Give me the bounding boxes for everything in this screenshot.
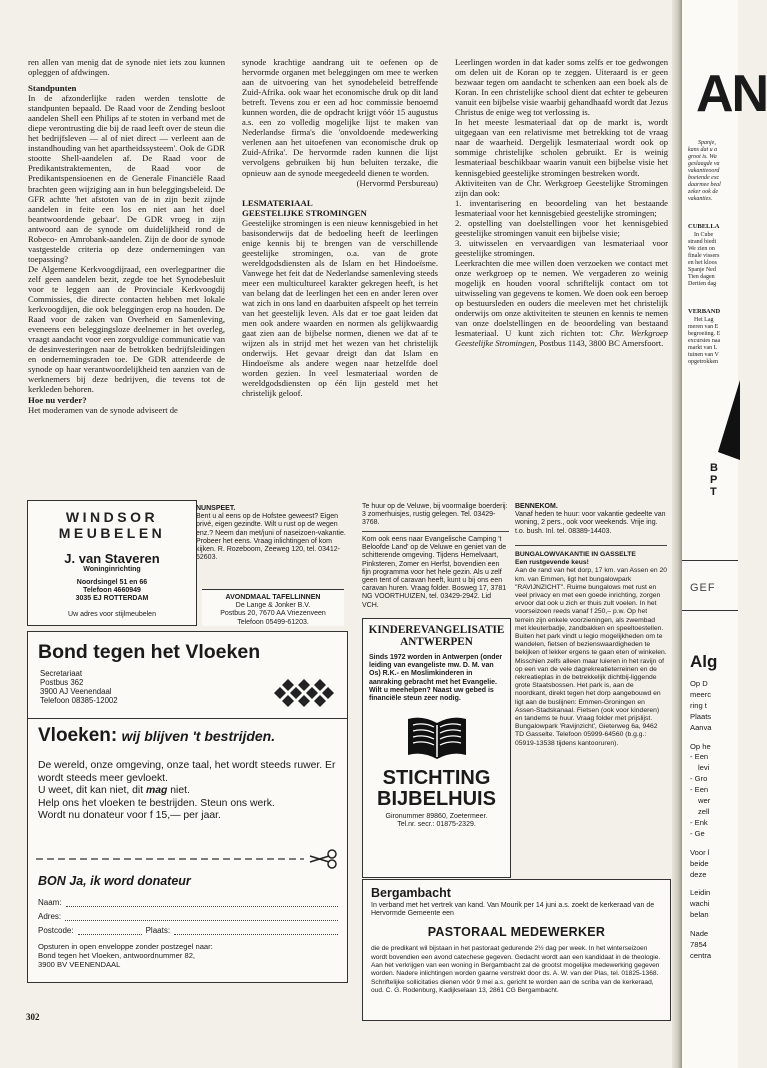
paragraph: Het moderamen van de synode adviseert de <box>28 404 178 415</box>
ad-body <box>38 785 338 798</box>
ad-body: Aan de rand van het dorp, 17 km. van Assen en 20 km. van Emmen, ligt het bungalowpark "RAVIJNZICHT". Ruime bungalows met rust en veel privacy en met een goede inrichting, zorgen ervoor dat ook u zich er thuis zult voelen. In het voorseizoen reeds vanaf f 250,– p.w. Op het terrein zijn enkele voorzieningen, als zwembad met kleuterbadje, zandbakken en speeltoestellen. Buiten het park vindt u legio mogelijkheden om te wandelen, fietsen of bezienswaardigheden te bekijken of lekker ergens te gaan eten of winkelen. Misschien zelfs alleen maar luieren in het ravijn of op een van de vele dagrekreatieterreinen en de rekreatieplas in de betrekkelijk dichtbij-liggende grote Staatsbossen. Het park is, aan de noordkant, direkt tegen het dorp aangebouwd en ligt aan de buslijnen: Emmen-Groningen en Assen-Stadskanaal. Fietsen (ook voor kinderen) en tandems te huur. Vraag folder met prijslijst. Bungalowpark 'Ravijnzicht', Gieterweg 6a, 9462 TD Gasselte. Telefoon 05999-64560 (b.g.g.: 05919-13538 tijdens kantooruren). <box>515 567 667 747</box>
text-fragment: meerc <box>690 689 712 699</box>
text-fragment: beide <box>690 858 709 868</box>
ad-body: Help ons het vloeken te bestrijden. Steun ons werk. <box>38 797 275 809</box>
adres-field[interactable] <box>65 910 338 921</box>
text-fragment: VERBAND <box>688 308 721 315</box>
ad-name: J. van Staveren <box>64 551 160 566</box>
text-fragment: vakantieoord <box>688 168 720 174</box>
ad-emphasis: mag <box>146 785 168 797</box>
text-fragment: - Een <box>690 785 709 795</box>
divider <box>682 560 738 561</box>
text-fragment: We zien on <box>688 246 715 252</box>
text-fragment: 7854 <box>690 940 707 950</box>
ad-gasselte <box>515 551 667 748</box>
ad-title: NUNSPEET. <box>196 505 236 512</box>
text-fragment: begroeiing. E <box>688 331 721 337</box>
ad-subtitle: Een rustgevende keus! <box>515 559 589 567</box>
text-fragment: wachi <box>690 899 710 909</box>
text-fragment: ring t <box>690 700 707 710</box>
scissors-icon[interactable] <box>308 848 338 870</box>
ad-address: Noordsingel 51 en 66 <box>76 579 148 586</box>
text-fragment: excursies naa <box>688 338 721 344</box>
ad-title: AVONDMAAL TAFELLINNEN <box>225 594 321 601</box>
text-fragment: - Gro <box>690 774 708 784</box>
ad-avondmaal-tafellinnen <box>202 589 344 626</box>
coupon-footer: 3900 BV VEENENDAAL <box>38 960 121 969</box>
text-fragment: P <box>710 474 718 486</box>
ad-body: Bent u al eens op de Hofstee geweest? Eigen privé, eigen gezindte. Wilt u rust op de wegen enz.? Neem dan met/juni of naseizoen-vakantie. Probeer het eens. Vraag inlichtingen of kom kijken. R. Rozeboom, Zeeweg 120, tel. 03412-52603. <box>196 513 346 562</box>
text-fragment: vakanties. <box>688 196 713 202</box>
cut-line <box>36 850 336 868</box>
paragraph <box>455 258 668 348</box>
text-fragment: opgetrokken <box>688 359 718 365</box>
text-fragment: Spanje Ned <box>688 267 716 273</box>
slogan-tail: wij blijven 't bestrijden. <box>121 728 276 744</box>
heading-hoe-nu-verder: Hoe nu verder? <box>28 394 87 405</box>
adjacent-heading: AN <box>696 65 767 123</box>
ad-body: Kom ook eens naar Evangelische Camping 't Beloofde Land' op de Veluwe en geniet van de schitterende omgeving. Tijdens Hemelvaart, Pinksteren, Zomer en Herfst, bovendien een fijn programma voor het hele gezin. Als u zelf geen tent of caravan heeft, kunt u bij ons een caravan huren. Vraag folder. Bosweg 17, 3781 NG VOORTHUIZEN, tel. 03429-2942. Lid VCH. <box>362 536 507 609</box>
text-fragment: Op D <box>690 679 708 688</box>
text-fragment: Alg <box>690 652 718 671</box>
ad-body-text: U weet, dit kan niet, dit <box>38 785 144 797</box>
paragraph: Geestelijke stromingen is een nieuw kennisgebied in het basisonderwijs dat de bedoeling heeft de leerlingen enige kennis bij te brengen van de verschillende geestelijke stromingen, o.a. van de grote wereldgodsdiensten als de Islam en het Hindoeïsme. Vanwege het feit dat de Nederlandse samenleving steeds meer een multicultureel karakter gekregen heeft, is het van belang dat de leerlingen het een en ander leren over wat zich in ons land en daarbuiten afspeelt op het terrein van het geestelijk leven. Als dat er toe gaat leiden dat men ook andere waarden en normen als gelijkwaardig gaat zien aan de bijbelse normen, dienen we dat af te wijzen als in strijd met het wezen van het christelijk onderwijs. Het gevaar dreigt dan dat Islam en Hindoeïsme als andere wegen naar hetzelfde doel worden gezien. In veel lesmateriaal worden de wereldgodsdiensten op één lijn gesteld met het christelijk geloof. <box>242 217 438 399</box>
ad-line: Postbus 20, 7670 AA Vriezenveen <box>220 610 326 618</box>
text-fragment: zell <box>698 806 710 816</box>
ad-title: WINDSOR <box>65 509 159 525</box>
adjacent-text <box>690 679 712 962</box>
paragraph: In het meeste lesmateriaal dat op de markt is, wordt uitgegaan van een relativisme met betrekking tot de vraag naar de waarheid. Dergelijk lesmateriaal wordt ook op sommige christelijke scholen gebruikt. Er is weinig lesmateriaal beschikbaar waarin vanuit een bijbelse visie het kennisgebied geestelijke stromingen bestreken wordt. <box>455 117 668 178</box>
ad-body: Te huur op de Veluwe, bij voormalige boerderij: 3 zomerhuisjes, rustig gelegen. Tel. 03429-3768. <box>362 503 508 527</box>
paragraph: In de afzonderlijke raden werden tenslotte de standpunten bepaald. De Raad voor de Zending besloot aandelen Shell een Philips af te stoten in verband met de diepe verontrusting die bij de raad leeft over de steun die het bedrijfsleven — al of niet direct — verleent aan de instandhouding van het apartheidssysteem'. Ook de GDR stootte Shell-aandelen af. De Raad voor de Predikantstraktementen, de Raad voor de Predikantspensioenen en de Generale Financiële Raad brachten geen wijziging aan in hun beleggingsbeleid. De GFR achtte 'het afstoten van de in zijn bezit zijnde aandelen in feite een los en niet aan het doel beantwoordende gebaar'. De GDR vroeg in zijn antwoord aan de synode om duidelijkheid rond de Robeco- en Amrobank-aandelen. Zijn de door de synode vastgestelde criteria op deze ondernemingen van toepassing? <box>28 93 225 264</box>
ad-title: BIJBELHUIS <box>377 788 496 811</box>
text-fragment: Aanva <box>690 722 712 732</box>
text-fragment: Op he <box>690 741 711 751</box>
ad-title: KINDEREVANGELISATIE <box>368 624 505 636</box>
heading-standpunten: Standpunten <box>28 83 77 94</box>
text-fragment: Spanje, <box>698 140 716 146</box>
field-label-postcode: Postcode: <box>38 926 74 935</box>
text-fragment: - Een <box>690 752 709 762</box>
text-fragment: markt van L <box>688 345 718 351</box>
ad-body-text: niet. <box>170 785 190 797</box>
text-fragment: B <box>710 462 718 474</box>
text-fragment: wer <box>698 796 711 806</box>
ad-title: Bergambacht <box>371 886 451 900</box>
text-fragment: Het Lag <box>694 317 714 323</box>
text-fragment: In Cube <box>694 232 714 238</box>
heading-geestelijke-stromingen: GEESTELIJKE STROMINGEN <box>242 207 367 218</box>
text-fragment: levi <box>698 763 710 773</box>
ad-camping <box>362 536 509 610</box>
naam-field[interactable] <box>66 896 338 907</box>
page-number: 302 <box>26 1012 40 1022</box>
article-column-2 <box>242 57 438 398</box>
text-fragment: - Enk <box>690 817 708 827</box>
coupon-title: BON Ja, ik word donateur <box>38 874 191 888</box>
text-fragment: groot is. Wa <box>688 154 717 160</box>
text-fragment: - Ge <box>690 828 705 838</box>
ad-phone: Tel.nr. secr.: 01875-2329. <box>397 821 476 829</box>
ad-body: Sinds 1972 worden in Antwerpen (onder leiding van evangeliste mw. D. M. van Os) R.K.- en Moslimkinderen in aanraking gebracht met het Evangelie. Wilt u meehelpen? Naast uw gebed is financiële steun zeer nodig. <box>369 654 503 703</box>
ad-bergambacht <box>362 879 671 1021</box>
text-fragment: en het kloos <box>688 260 717 266</box>
text-fragment: deze <box>690 869 707 879</box>
paragraph-text: Leerkrachten die mee willen doen verzoeken we contact met onze werkgroep op te nemen. We vergaderen zo weinig mogelijk en houden vooral schriftelijk contact om tot uitwisseling van gegevens te komen. We doen ook een beroep op bestuursleden en ouders die meeleven met het christelijk onderwijs om onze aktiviteiten te steunen en kennis te nemen van onze doelstellingen en de beoordeling van bestaand lesmateriaal. U kunt zich richten tot: <box>455 257 668 339</box>
field-label-plaats: Plaats: <box>145 926 171 935</box>
text-fragment: geslaagde va <box>688 161 720 167</box>
coupon-footer: Opsturen in open enveloppe zonder postzegel naar: <box>38 942 213 951</box>
ad-line: Telefoon 08385-12002 <box>40 696 118 705</box>
paragraph: synode krachtige aandrang uit te oefenen op de hervormde organen met beleggingen om mee te werken aan de uitvoering van het synodebeleid betreffende Zuid-Afrika. ook waar het economische druk op dit land betreft. Tevens zou er een ad hoc commissie benoemd kunnen worden, die de opdracht krijgt vóór 15 augustus a.s. een zo volledig mogelijke lijst te maken van Nederlandse firma's die 'onvoldoende medewerking verlenen aan het uitoefenen van economische druk op Zuid-Afrika'. De hervormde raden kunnen die lijst vervolgens gebruiken bij hun beluiten terzake, die opnieuw aan de synode meegedeeld dienen te worden. <box>242 57 438 178</box>
field-label-naam: Naam: <box>38 898 62 907</box>
text-fragment: tuinen van V <box>688 352 719 358</box>
divider <box>362 531 509 532</box>
coupon-footer: Bond tegen het Vloeken, antwoordnummer 82, <box>38 951 196 960</box>
ad-phone: Telefoon 4660949 <box>83 587 141 595</box>
list-item: 2. opstelling van doelstellingen voor het kennisgebied geestelijke stromingen vanuit een bijbelse visie; <box>455 217 668 238</box>
open-book-logo <box>363 711 510 766</box>
press-credit: (Hervormd Persbureau) <box>356 177 438 188</box>
ad-line: Secretariaat <box>40 669 83 678</box>
text-fragment: belan <box>690 910 709 920</box>
text-fragment: T <box>710 486 717 498</box>
ad-body: De wereld, onze omgeving, onze taal, het wordt steeds ruwer. Er wordt steeds meer gevloekt. <box>38 760 336 784</box>
text-fragment: strand biedt <box>688 239 717 245</box>
paragraph: De Algemene Kerkvoogdijraad, een overlegpartner die zelf geen aandelen bezit, zegde toe het Synodebesluit voor te leggen aan de Provinciale Kerkvoogdij Commissies, die directe contacten hebben met lokale kerkvoogdijen, die ook beleggingen erop na houden. De Raad voor de zaken van Overheid en Samenleving, eveneens een beleggingsloze deelnemer in het overleg, vraagt aandacht voor een zorgvuldige communicatie van de desinvesteringen naar de betrokken bedrijfsleidingen en ondernemingsraden toe. De GDR attendeerde de synode op haar verantwoordelijkheid ten aanzien van de werknemers bij deze bedrijven, die tevens tot de kerkleden behoren. <box>28 263 225 395</box>
ad-heading: PASTORAAL MEDEWERKER <box>427 925 606 940</box>
divider <box>682 610 738 611</box>
adjacent-page <box>682 0 767 1068</box>
text-fragment: kans dat u a <box>688 147 718 153</box>
text-fragment: boeiende exc <box>688 175 720 181</box>
divider <box>515 545 667 546</box>
text-fragment: centra <box>690 950 712 960</box>
ad-bond-tegen-vloeken <box>27 631 348 983</box>
heading-lesmateriaal: LESMATERIAAL <box>242 197 313 208</box>
text-fragment: CUBELLA <box>688 223 720 230</box>
ad-body: Vanaf heden te huur: voor vakantie gedeelte van woning, 2 pers., ook voor weekends. Vrije ing. t.o. bush. Inl. tel. 08389-14403. <box>515 511 666 535</box>
ad-nunspeet <box>196 505 348 562</box>
diamond-pattern-icon <box>268 675 336 711</box>
address: Postbus 1143, 3800 BC Amersfoort. <box>538 338 664 349</box>
ad-title: MEUBELEN <box>58 525 166 541</box>
article-intro: ren allen van menig dat de synode niet iets zou kunnen opleggen of afdwingen. <box>28 57 225 78</box>
ad-body: Wordt nu donateur voor f 15,— per jaar. <box>38 810 221 822</box>
article-column-1 <box>28 57 225 415</box>
plaats-field[interactable] <box>174 924 338 935</box>
text-fragment: GEF <box>690 582 716 594</box>
text-fragment: Dertien dag <box>688 281 717 287</box>
ad-bennekom <box>515 503 667 536</box>
postcode-field[interactable] <box>78 924 142 935</box>
text-fragment: Plaats <box>690 711 712 721</box>
ad-kinderevangelisatie <box>362 618 511 878</box>
ad-title: STICHTING <box>382 767 491 790</box>
ad-title: BENNEKOM. <box>515 503 558 510</box>
ad-footer: Uw adres voor stijlmeubelen <box>68 610 156 618</box>
address-name: Chr. Werkgroep Geestelijke Stromingen, <box>455 328 668 349</box>
ad-veluwe <box>362 503 509 528</box>
text-fragment: Leidin <box>690 888 711 898</box>
text-fragment: zeker ook de <box>688 189 718 195</box>
ad-giro: Gironummer 89860, Zoetermeer. <box>385 813 488 821</box>
ad-title: ANTWERPEN <box>400 636 473 648</box>
black-triangle-graphic <box>718 380 740 460</box>
ad-city: 3035 EJ ROTTERDAM <box>75 595 149 603</box>
ad-line: Postbus 362 <box>40 678 84 687</box>
ad-body: die de predikant wil bijstaan in het pastoraat gedurende 2½ dag per week. In het winterseizoen wordt bovendien een avond catechese gegeven. Gedacht wordt aan een kandidaat in de theologie. Aan het verkrijgen van een woning in Bergambacht zal de grootst mogelijke medewerking gegeven worden. Nadere inlichtingen worden gaarne verstrekt door ds. A. W. van der Plas, tel. 01825-1368. Schriftelijke sollicitaties dienen vóór 9 mei a.s. gericht te worden aan de scriba van de kerkeraad, oud. C. G. Rodenburg, Kadijkselaan 13, 2861 CG Bergambacht. <box>371 945 661 994</box>
ad-intro: In verband met het vertrek van kand. Van Mourik per 14 juni a.s. zoekt de kerkeraad van de Hervormde Gemeente een <box>371 902 655 918</box>
text-fragment: Voor l <box>690 847 710 857</box>
ad-title: Bond tegen het Vloeken <box>38 641 261 663</box>
ad-line: 3900 AJ Veenendaal <box>40 687 112 696</box>
page-gutter <box>672 0 682 1068</box>
text-fragment: daarmee beal <box>688 182 721 188</box>
ad-title: BUNGALOWVAKANTIE IN GASSELTE <box>515 551 636 558</box>
article-column-3 <box>455 57 668 348</box>
paragraph: Aktiviteiten van de Chr. Werkgroep Geestelijke Stromingen zijn dan ook: <box>455 177 668 198</box>
ad-line: Telefoon 05499-61203. <box>237 618 309 626</box>
paragraph: Leerlingen worden in dat kader soms zelfs er toe gedwongen om delen uit de Koran op te zeggen. Uiteraard is er geen bezwaar tegen om aandacht te schenken aan een boek als de Koran. In een christelijke school dient dat echter te gebeuren vanuit een bijbelse visie waarbij gehandhaafd wordt dat Jezus Christus de enige weg tot verlossing is. <box>455 57 668 118</box>
field-label-adres: Adres: <box>38 912 62 921</box>
slogan-lead: Vloeken: <box>38 725 118 746</box>
text-fragment: Nade <box>690 929 709 939</box>
text-fragment: Tien dagen <box>688 274 715 280</box>
text-fragment: meren van E <box>688 324 719 330</box>
ad-windsor-meubelen <box>27 500 197 626</box>
open-book-icon <box>404 711 470 761</box>
list-item: 1. inventarisering en beoordeling van het bestaande lesmateriaal voor het kennisgebied geestelijke stromingen; <box>455 197 668 218</box>
ad-subtitle: Woninginrichting <box>83 566 141 573</box>
ad-line: De Lange & Jonker B.V. <box>235 602 311 610</box>
text-fragment: finale vissers <box>688 253 720 259</box>
list-item: 3. uitwisselen en vervaardigen van lesmateriaal voor geestelijke stromingen. <box>455 237 668 258</box>
